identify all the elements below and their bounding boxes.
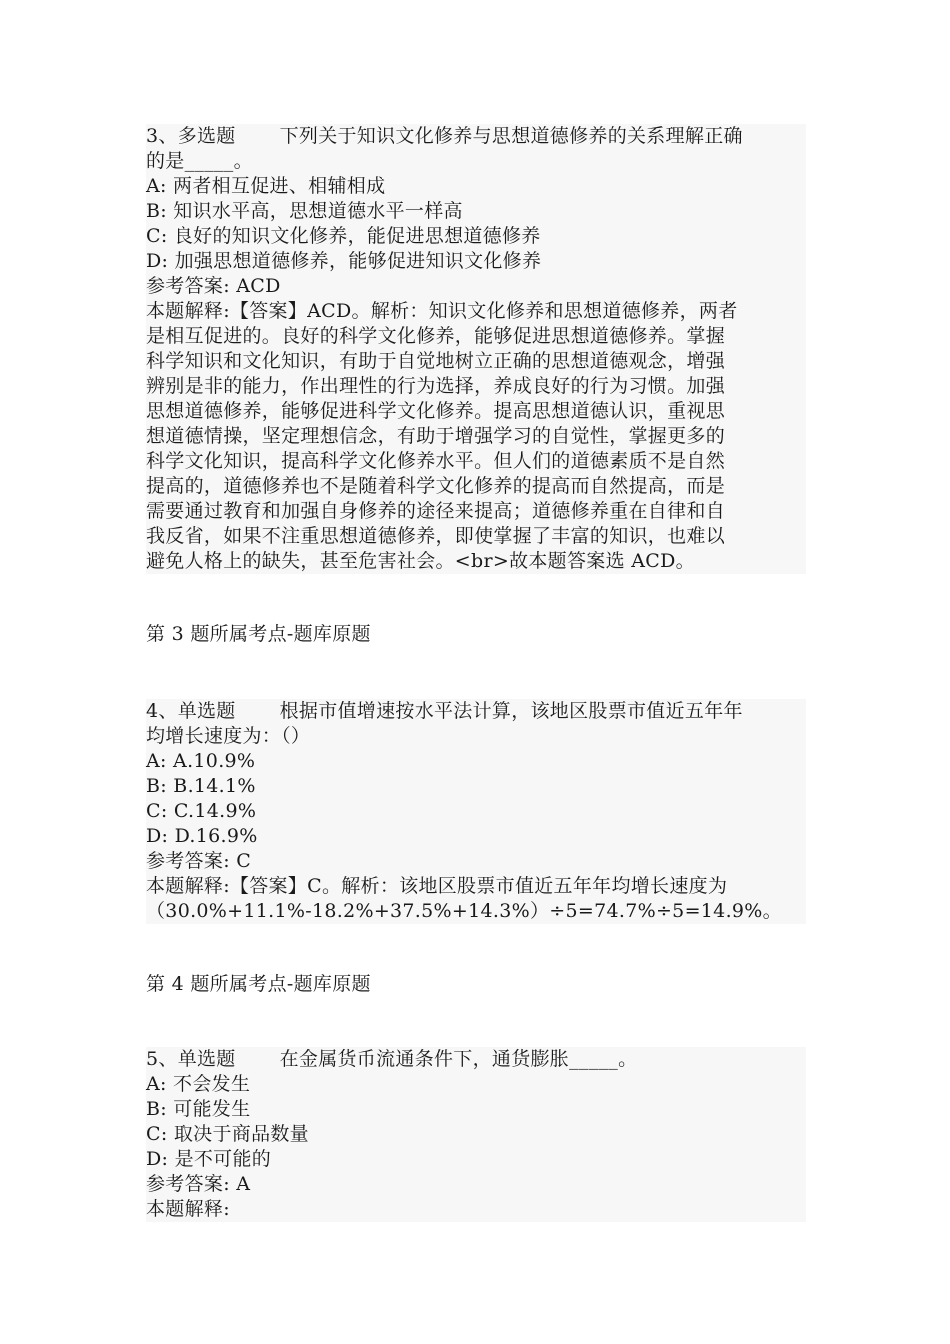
question-3-explanation-6: 想道德情操，坚定理想信念，有助于增强学习的自觉性，掌握更多的 — [146, 425, 726, 447]
question-4-option-b: B: B.14.1% — [146, 775, 256, 797]
question-4-option-d: D: D.16.9% — [146, 825, 258, 847]
question-3-explanation-3: 科学知识和文化知识，有助于自觉地树立正确的思想道德观念，增强 — [146, 350, 726, 372]
question-5-answer: 参考答案: A — [146, 1173, 251, 1195]
question-5-number: 5、单选题 — [146, 1048, 236, 1070]
question-3-explanation-9: 需要通过教育和加强自身修养的途径来提高；道德修养重在自律和自 — [146, 500, 726, 522]
question-4-explanation-1: 本题解释:【答案】C。解析：该地区股票市值近五年年均增长速度为 — [146, 875, 728, 897]
question-4 — [146, 699, 806, 924]
question-3-number: 3、多选题 — [146, 125, 236, 147]
question-5-stem-line1 — [146, 1047, 806, 1072]
question-4-stem-line1 — [146, 699, 806, 724]
question-4-stem-line2: 均增长速度为：（） — [146, 725, 311, 747]
question-5-option-b: B: 可能发生 — [146, 1098, 251, 1120]
question-4-option-a: A: A.10.9% — [146, 750, 256, 772]
question-3-point: 第 3 题所属考点-题库原题 — [146, 623, 371, 645]
question-4-number: 4、单选题 — [146, 700, 236, 722]
question-4-option-c: C: C.14.9% — [146, 800, 257, 822]
question-5-option-c: C: 取决于商品数量 — [146, 1123, 309, 1145]
question-5-stem: 在金属货币流通条件下，通货膨胀_____。 — [279, 1048, 638, 1070]
question-4-answer: 参考答案: C — [146, 850, 252, 872]
question-3-stem: 下列关于知识文化修养与思想道德修养的关系理解正确 — [279, 125, 743, 147]
question-3-answer: 参考答案: ACD — [146, 275, 281, 297]
question-3-explanation-11: 避免人格上的缺失，甚至危害社会。<br>故本题答案选 ACD。 — [146, 550, 695, 572]
question-4-explanation-2: （30.0%+11.1%-18.2%+37.5%+14.3%）÷5=74.7%÷5=14.9%。 — [146, 900, 782, 922]
question-3-explanation-4: 辨别是非的能力，作出理性的行为选择，养成良好的行为习惯。加强 — [146, 375, 726, 397]
question-3-stem-line1 — [146, 124, 806, 149]
question-3-explanation-1: 本题解释:【答案】ACD。解析：知识文化修养和思想道德修养，两者 — [146, 300, 738, 322]
question-3 — [146, 124, 806, 574]
question-4-stem: 根据市值增速按水平法计算，该地区股票市值近五年年 — [279, 700, 743, 722]
question-3-explanation-8: 提高的，道德修养也不是随着科学文化修养的提高而自然提高，而是 — [146, 475, 726, 497]
question-3-option-c: C: 良好的知识文化修养，能促进思想道德修养 — [146, 225, 541, 247]
question-5 — [146, 1047, 806, 1222]
question-3-option-b: B: 知识水平高，思想道德水平一样高 — [146, 200, 463, 222]
question-3-explanation-7: 科学文化知识，提高科学文化修养水平。但人们的道德素质不是自然 — [146, 450, 726, 472]
question-5-option-d: D: 是不可能的 — [146, 1148, 272, 1170]
question-3-explanation-5: 思想道德修养，能够促进科学文化修养。提高思想道德认识，重视思 — [146, 400, 726, 422]
question-4-point: 第 4 题所属考点-题库原题 — [146, 973, 371, 995]
question-5-option-a: A: 不会发生 — [146, 1073, 251, 1095]
question-3-option-d: D: 加强思想道德修养，能够促进知识文化修养 — [146, 250, 542, 272]
question-3-explanation-10: 我反省，如果不注重思想道德修养，即使掌握了丰富的知识，也难以 — [146, 525, 726, 547]
question-5-explanation-label: 本题解释: — [146, 1198, 230, 1220]
question-3-stem-line2: 的是_____。 — [146, 150, 253, 172]
question-3-explanation-2: 是相互促进的。良好的科学文化修养，能够促进思想道德修养。掌握 — [146, 325, 726, 347]
question-3-option-a: A: 两者相互促进、相辅相成 — [146, 175, 386, 197]
